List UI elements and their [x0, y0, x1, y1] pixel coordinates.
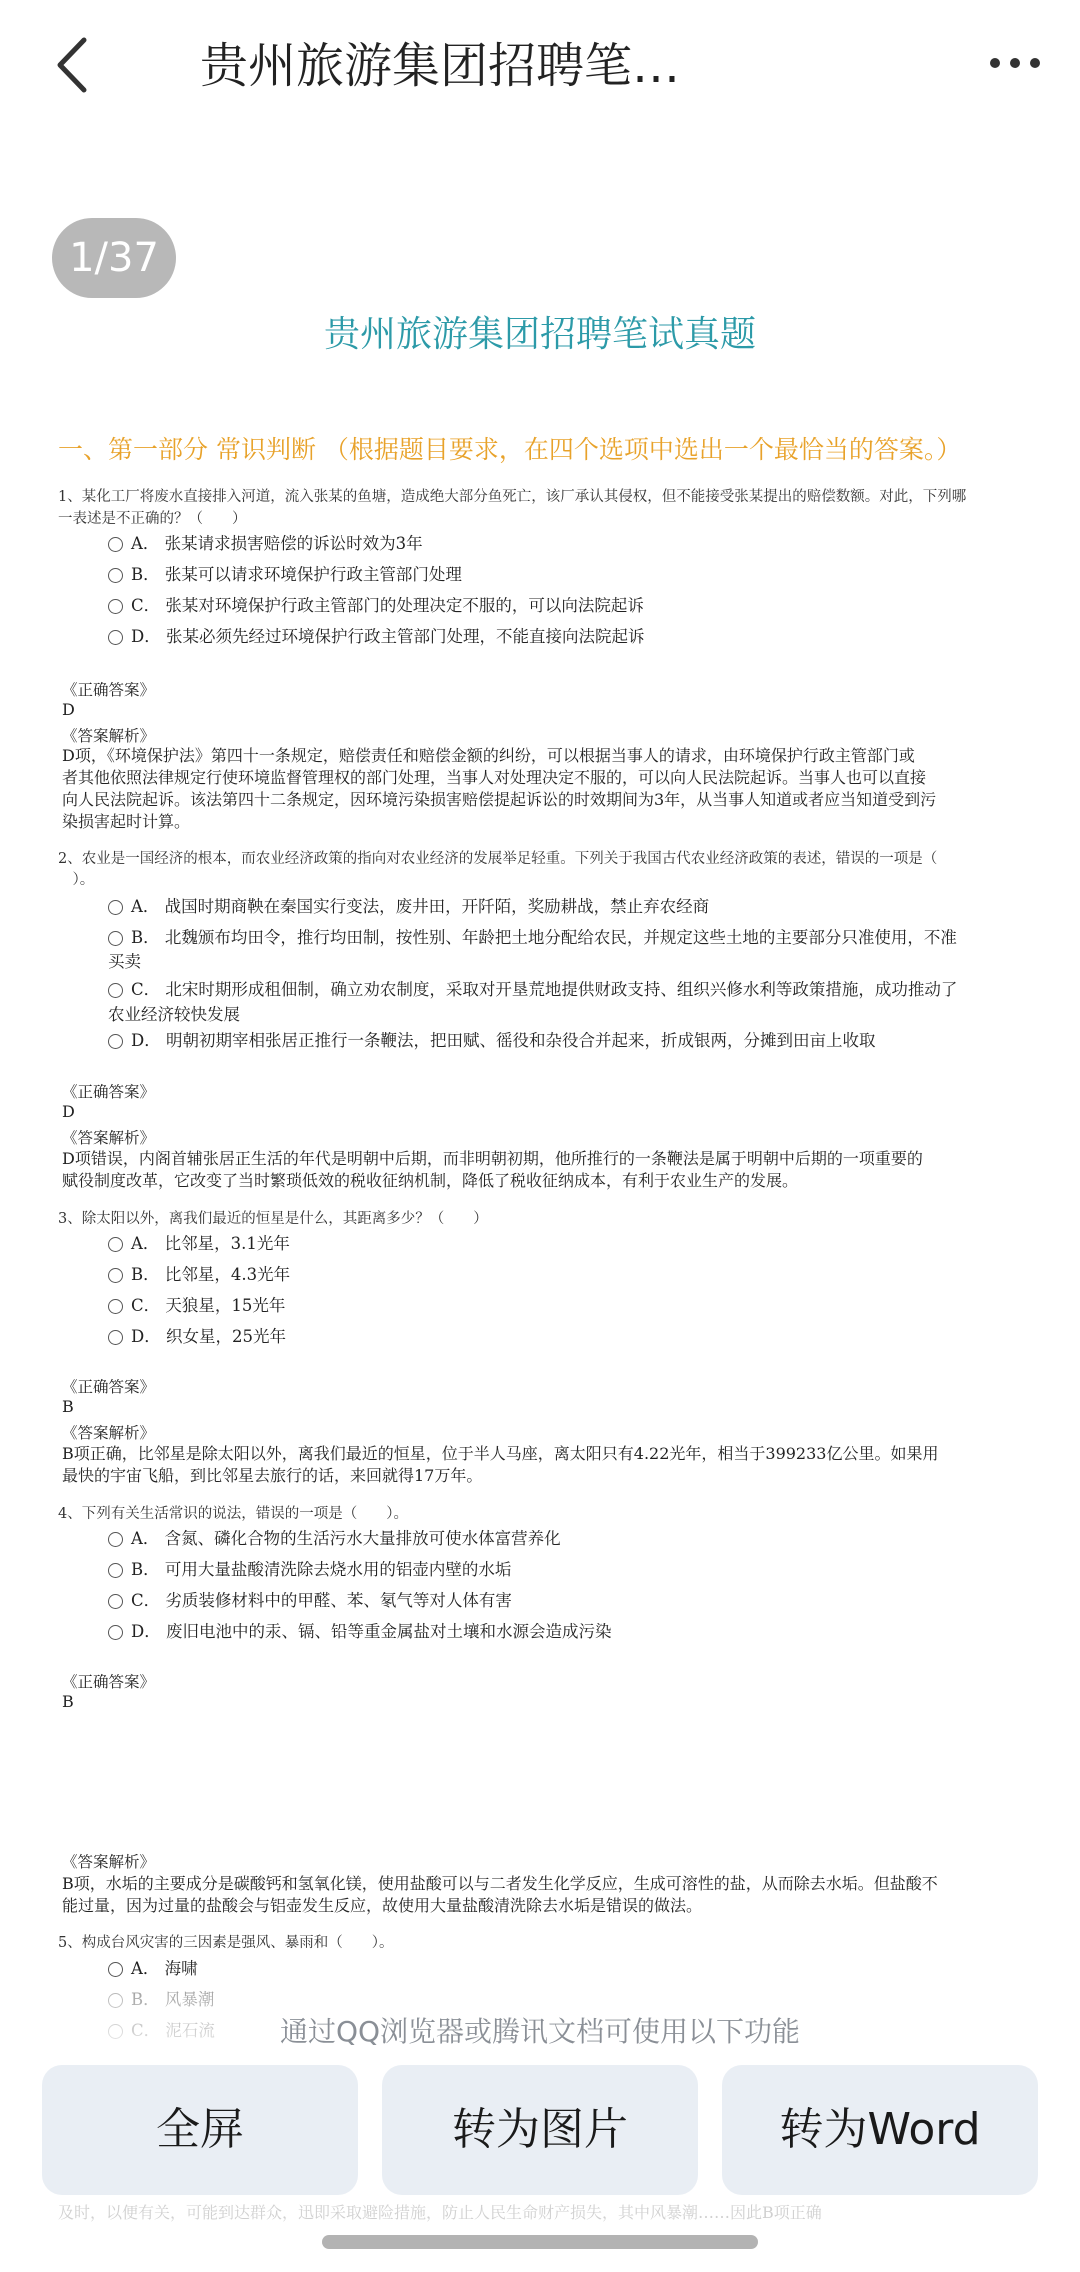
q3-option-b[interactable]: B． 比邻星，4.3光年 [108, 1263, 1028, 1287]
q2-option-c[interactable]: C． 北宋时期形成租佃制，确立劝农制度，采取对开垦荒地提供财政支持、组织兴修水利等政策措施，成功推动了 [108, 978, 1028, 1002]
q1-option-d[interactable]: D． 张某必须先经过环境保护行政主管部门处理，不能直接向法院起诉 [108, 625, 1028, 649]
q4-option-a[interactable]: A． 含氮、磷化合物的生活污水大量排放可使水体富营养化 [108, 1527, 1028, 1551]
q2-option-d[interactable]: D． 明朝初期宰相张居正推行一条鞭法，把田赋、徭役和杂役合并起来，折成银两，分摊到田亩上收取 [108, 1029, 1028, 1053]
q5-option-a[interactable]: A． 海啸 [108, 1957, 1028, 1981]
q4-answer: B [62, 1692, 74, 1711]
q4-explain-label: 《答案解析》 [62, 1853, 156, 1871]
q2-answer-label: 《正确答案》 [62, 1083, 156, 1101]
q4-explain-line1: B项，水垢的主要成分是碳酸钙和氢氧化镁，使用盐酸可以与二者发生化学反应，生成可溶性的盐，从而除去水垢。但盐酸不 [62, 1874, 938, 1893]
q3-option-c[interactable]: C． 天狼星，15光年 [108, 1294, 1028, 1318]
radio-icon[interactable] [108, 537, 123, 552]
q3-option-a[interactable]: A． 比邻星，3.1光年 [108, 1232, 1028, 1256]
top-nav-bar [0, 0, 1080, 130]
page-title: 贵州旅游集团招聘笔… [200, 38, 681, 94]
radio-icon[interactable] [108, 630, 123, 645]
feature-hint: 通过QQ浏览器或腾讯文档可使用以下功能 [279, 2015, 801, 2048]
radio-icon[interactable] [108, 1268, 123, 1283]
q2-option-b-cont: 买卖 [108, 952, 141, 971]
q1-explain-line3: 向人民法院起诉。该法第四十二条规定，因环境污染损害赔偿提起诉讼的时效期间为3年，从当事人知道或者应当知道受到污 [62, 790, 937, 809]
radio-icon[interactable] [108, 983, 123, 998]
q4-option-b[interactable]: B． 可用大量盐酸清洗除去烧水用的铝壶内壁的水垢 [108, 1558, 1028, 1582]
fullscreen-button[interactable]: 全屏 [42, 2065, 358, 2195]
faded-tail-text: 及时，以便有关，可能到达群众，迅即采取避险措施，防止人民生命财产损失，其中风暴潮……因此B项正确 [58, 2203, 822, 2222]
radio-icon[interactable] [108, 1299, 123, 1314]
radio-icon[interactable] [108, 1625, 123, 1640]
radio-icon[interactable] [108, 568, 123, 583]
q3-explain-label: 《答案解析》 [62, 1424, 156, 1442]
q1-stem-line1: 1、某化工厂将废水直接排入河道，流入张某的鱼塘，造成绝大部分鱼死亡，该厂承认其侵权，但不能接受张某提出的赔偿数额。对此，下列哪 [58, 489, 967, 505]
q3-option-d[interactable]: D． 织女星，25光年 [108, 1325, 1028, 1349]
more-dots-icon [980, 38, 1050, 88]
q1-option-b[interactable]: B． 张某可以请求环境保护行政主管部门处理 [108, 563, 1028, 587]
q2-option-c-cont: 农业经济较快发展 [108, 1005, 240, 1024]
back-button[interactable] [40, 30, 110, 100]
q5-stem: 5、构成台风灾害的三因素是强风、暴雨和（ ）。 [58, 1935, 394, 1951]
radio-icon[interactable] [108, 1237, 123, 1252]
q2-answer: D [62, 1102, 75, 1121]
q4-option-c[interactable]: C． 劣质装修材料中的甲醛、苯、氡气等对人体有害 [108, 1589, 1028, 1613]
q1-option-a[interactable]: A． 张某请求损害赔偿的诉讼时效为3年 [108, 532, 1028, 556]
q1-option-c[interactable]: C． 张某对环境保护行政主管部门的处理决定不服的，可以向法院起诉 [108, 594, 1028, 618]
q1-explain-line4: 染损害起时计算。 [62, 812, 191, 831]
home-indicator[interactable] [322, 2235, 758, 2249]
page-indicator: 1/37 [52, 218, 176, 298]
radio-icon[interactable] [108, 1962, 123, 1977]
radio-icon[interactable] [108, 1034, 123, 1049]
q1-explain-label: 《答案解析》 [62, 727, 156, 745]
doc-title: 贵州旅游集团招聘笔试真题 [323, 314, 756, 355]
radio-icon[interactable] [108, 1330, 123, 1345]
q1-stem-line2: 一表述是不正确的？（ ） [58, 511, 247, 527]
q1-explain-line1: D项，《环境保护法》第四十一条规定，赔偿责任和赔偿金额的纠纷，可以根据当事人的请求，由环境保护行政主管部门或 [62, 746, 915, 765]
radio-icon[interactable] [108, 931, 123, 946]
radio-icon[interactable] [108, 1594, 123, 1609]
q2-option-b[interactable]: B． 北魏颁布均田令，推行均田制，按性别、年龄把土地分配给农民，并规定这些土地的主要部分只准使用，不准 [108, 926, 1028, 950]
q2-explain-label: 《答案解析》 [62, 1129, 156, 1147]
q3-explain-line2: 最快的宇宙飞船，到比邻星去旅行的话，来回就得17万年。 [62, 1466, 483, 1485]
convert-to-image-button[interactable]: 转为图片 [382, 2065, 698, 2195]
radio-icon[interactable] [108, 900, 123, 915]
radio-icon[interactable] [108, 599, 123, 614]
q1-explain-line2: 者其他依照法律规定行使环境监督管理权的部门处理，当事人对处理决定不服的，可以向人民法院起诉。当事人也可以直接 [62, 768, 927, 787]
q2-option-a[interactable]: A． 战国时期商鞅在秦国实行变法，废井田，开阡陌，奖励耕战，禁止弃农经商 [108, 895, 1028, 919]
q4-stem: 4、下列有关生活常识的说法，错误的一项是（ ）。 [58, 1506, 408, 1522]
q2-stem-line2: ）。 [58, 872, 95, 888]
q4-explain-line2: 能过量，因为过量的盐酸会与铝壶发生反应，故使用大量盐酸清洗除去水垢是错误的做法。 [62, 1896, 703, 1915]
section-heading: 一、第一部分 常识判断 （根据题目要求，在四个选项中选出一个最恰当的答案。） [58, 435, 962, 464]
q4-option-d[interactable]: D． 废旧电池中的汞、镉、铅等重金属盐对土壤和水源会造成污染 [108, 1620, 1028, 1644]
chevron-left-icon [40, 30, 110, 100]
radio-icon[interactable] [108, 1563, 123, 1578]
more-menu-button[interactable] [980, 38, 1050, 88]
radio-icon[interactable] [108, 1532, 123, 1547]
convert-to-word-button[interactable]: 转为Word [722, 2065, 1038, 2195]
q2-explain-line2: 赋役制度改革，它改变了当时繁琐低效的税收征纳机制，降低了税收征纳成本，有利于农业生产的发展。 [62, 1171, 799, 1190]
q2-explain-line1: D项错误，内阁首辅张居正生活的年代是明朝中后期，而非明朝初期，他所推行的一条鞭法是属于明朝中后期的一项重要的 [62, 1149, 923, 1168]
q3-answer: B [62, 1397, 74, 1416]
q4-answer-label: 《正确答案》 [62, 1673, 156, 1691]
q3-explain-line1: B项正确，比邻星是除太阳以外，离我们最近的恒星，位于半人马座，离太阳只有4.22光年，相当于399233亿公里。如果用 [62, 1444, 939, 1463]
q3-stem: 3、除太阳以外，离我们最近的恒星是什么，其距离多少？（ ） [58, 1211, 488, 1227]
q1-answer: D [62, 700, 75, 719]
q3-answer-label: 《正确答案》 [62, 1378, 156, 1396]
q2-stem-line1: 2、农业是一国经济的根本，而农业经济政策的指向对农业经济的发展举足轻重。下列关于我国古代农业经济政策的表述，错误的一项是（ [58, 851, 938, 867]
q1-answer-label: 《正确答案》 [62, 681, 156, 699]
